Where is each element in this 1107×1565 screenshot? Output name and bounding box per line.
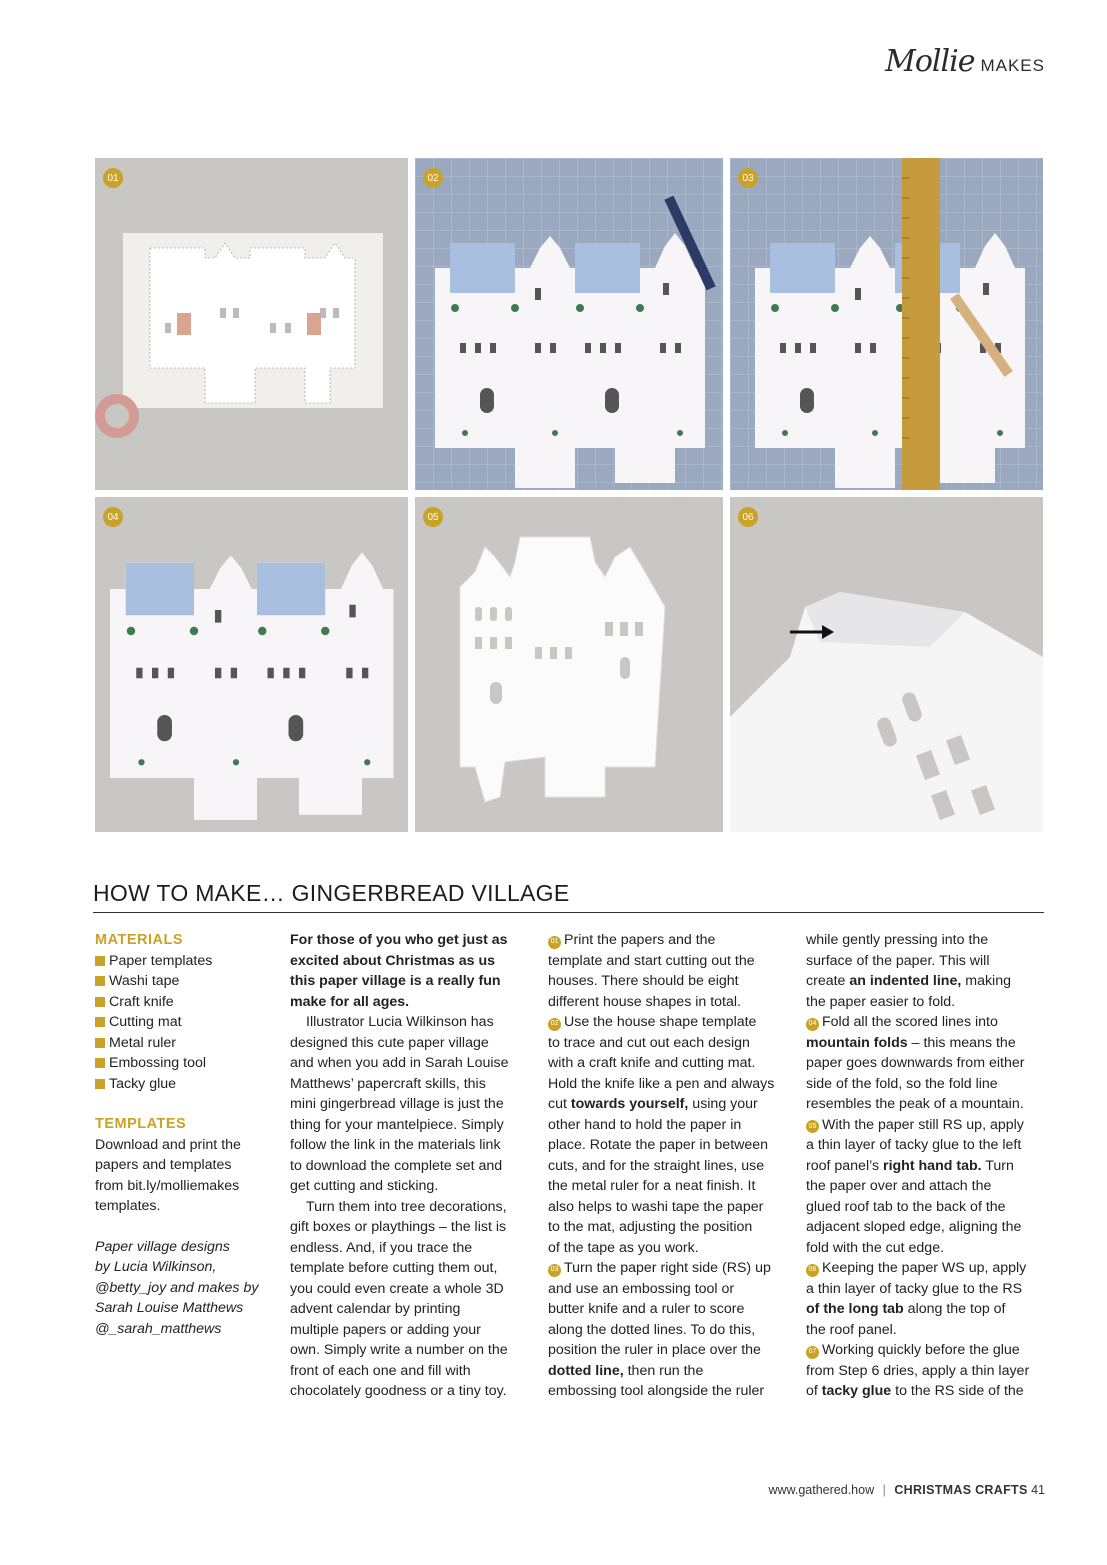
material-label: Embossing tool [109, 1055, 206, 1071]
templates-line: papers and templates [95, 1157, 232, 1173]
templates-link[interactable]: from bit.ly/molliemakes [95, 1177, 240, 1194]
materials-heading: MATERIALS [95, 932, 184, 948]
credit-line: Paper village designs [95, 1238, 230, 1255]
section-title: HOW TO MAKE… GINGERBREAD VILLAGE [93, 880, 570, 906]
brand-logo [885, 44, 1045, 79]
step-number-icon: 06 [806, 1264, 819, 1277]
credit-line: @betty_joy and makes by [95, 1279, 259, 1296]
step-number-icon: 03 [548, 1264, 561, 1277]
list-item [95, 971, 270, 992]
credit-line: @_sarah_matthews [95, 1320, 222, 1337]
step-text-04: 04 Fold all the scored lines into [806, 1012, 1051, 1033]
step-badge-04: 04 [103, 507, 123, 527]
step-badge-03: 03 [738, 168, 758, 188]
bullet-square-icon [95, 1017, 105, 1027]
material-label: Craft knife [109, 993, 174, 1010]
step-number-icon: 05 [806, 1120, 819, 1133]
page-footer [768, 1483, 1045, 1497]
section-rule [93, 912, 1044, 913]
credit-line: by Lucia Wilkinson, [95, 1259, 217, 1275]
step-photo-04 [95, 497, 408, 832]
step-number-icon: 04 [806, 1018, 819, 1031]
step-text-01: 01 Print the papers and the [548, 930, 793, 951]
list-item [95, 1033, 270, 1054]
list-item [95, 992, 270, 1013]
step-badge-02: 02 [423, 168, 443, 188]
bullet-square-icon [95, 1038, 105, 1048]
list-item [95, 1074, 270, 1095]
step-photo-01 [95, 158, 408, 490]
bullet-square-icon [95, 997, 105, 1007]
intro-lead: For those of you who get just as [290, 932, 508, 948]
bullet-square-icon [95, 956, 105, 966]
templates-heading: TEMPLATES [95, 1116, 187, 1132]
step-number-icon: 01 [548, 936, 561, 949]
bullet-square-icon [95, 1079, 105, 1089]
step-badge-01: 01 [103, 168, 123, 188]
footer-url[interactable]: www.gathered.how [768, 1483, 875, 1497]
step-text-02: 02 Use the house shape template [548, 1012, 793, 1033]
intro-paragraph: Illustrator Lucia Wilkinson has [306, 1014, 494, 1030]
material-label: Cutting mat [109, 1014, 182, 1030]
step-number-icon: 02 [548, 1018, 561, 1031]
column-intro: For those of you who get just as excited about Christmas as us this paper village is a really fun make for all ages. Illustrator Lucia Wilkinson has designed this cute paper village and when you add in Sarah Louise Matthews’ papercraft skills, this mini gingerbread village is just the thing for your mantelpiece. Simply follow the link in the materials link to download the complete set and get cutting and sticking. Turn them into tree decorations, gift boxes or playthings – the list is endless. And, if you trace the template before cutting them out, you could even create a whole 3D advent calendar by printing multiple papers or adding your own. Simply write a number on the front of each one and fill with chocolately goodness or a tiny toy. [290, 930, 535, 1402]
step-photo-06 [730, 497, 1043, 832]
brand-script: Mollie [885, 44, 975, 79]
templates-line: templates. [95, 1198, 161, 1214]
step-text-07: 07 Working quickly before the glue [806, 1340, 1051, 1361]
step-badge-05: 05 [423, 507, 443, 527]
bullet-square-icon [95, 976, 105, 986]
materials-list [95, 951, 270, 1095]
footer-section: CHRISTMAS CRAFTS [894, 1483, 1028, 1497]
material-label: Metal ruler [109, 1034, 177, 1051]
step-text-06: 06 Keeping the paper WS up, apply [806, 1258, 1051, 1279]
material-label: Paper templates [109, 952, 213, 969]
material-label: Washi tape [109, 973, 180, 989]
step-text-03: 03 Turn the paper right side (RS) up [548, 1258, 793, 1279]
column-materials [95, 930, 270, 1339]
credit-line: Sarah Louise Matthews [95, 1300, 244, 1316]
templates-line: Download and print the [95, 1136, 241, 1153]
column-steps-a: 01 Print the papers and the template and start cutting out the houses. There should be eight different house shapes in total. 02 Use the house shape template to trace and cut out each design with a craft knife and cutting mat. Hold the knife like a pen and always cut towards yourself, using your other hand to hold the paper in place. Rotate the paper in between cuts, and for the straight lines, use the metal ruler for a neat finish. It also helps to washi tape the paper to the mat, adjusting the position of the tape as you work. 03 Turn the paper right side (RS) up and use an embossing tool or butter knife and a ruler to score along the dotted lines. To do this, position the ruler in place over the dotted line, then run the embossing tool alongside the ruler [548, 930, 793, 1402]
step-text-05: 05 With the paper still RS up, apply [806, 1115, 1051, 1136]
page-number: 41 [1031, 1483, 1045, 1497]
material-label: Tacky glue [109, 1075, 177, 1092]
step-photo-03 [730, 158, 1043, 490]
brand-word: MAKES [980, 56, 1045, 75]
column-steps-b: while gently pressing into the surface of the paper. This will create an indented line, making the paper easier to fold. 04 Fold all the scored lines into mountain folds – this means the paper goes downwards from either side of the fold, so the fold line resembles the peak of a mountain. 05 With the paper still RS up, apply a thin layer of tacky glue to the left roof panel’s right hand tab. Turn the paper over and attach the glued roof tab to the back of the adjacent sloped edge, aligning the fold with the cut edge. 06 Keeping the paper WS up, apply a thin layer of tacky glue to the RS of the long tab along the top of the roof panel. 07 Working quickly before the glue from Step 6 dries, apply a thin layer of tacky glue to the RS side of the [806, 930, 1051, 1402]
footer-separator: | [882, 1483, 886, 1497]
step-photo-05 [415, 497, 723, 832]
intro-paragraph: Turn them into tree decorations, [306, 1198, 507, 1215]
list-item [95, 951, 270, 972]
list-item [95, 1053, 270, 1074]
bullet-square-icon [95, 1058, 105, 1068]
step-photo-02 [415, 158, 723, 490]
step-badge-06: 06 [738, 507, 758, 527]
list-item [95, 1012, 270, 1033]
step-number-icon: 07 [806, 1346, 819, 1359]
